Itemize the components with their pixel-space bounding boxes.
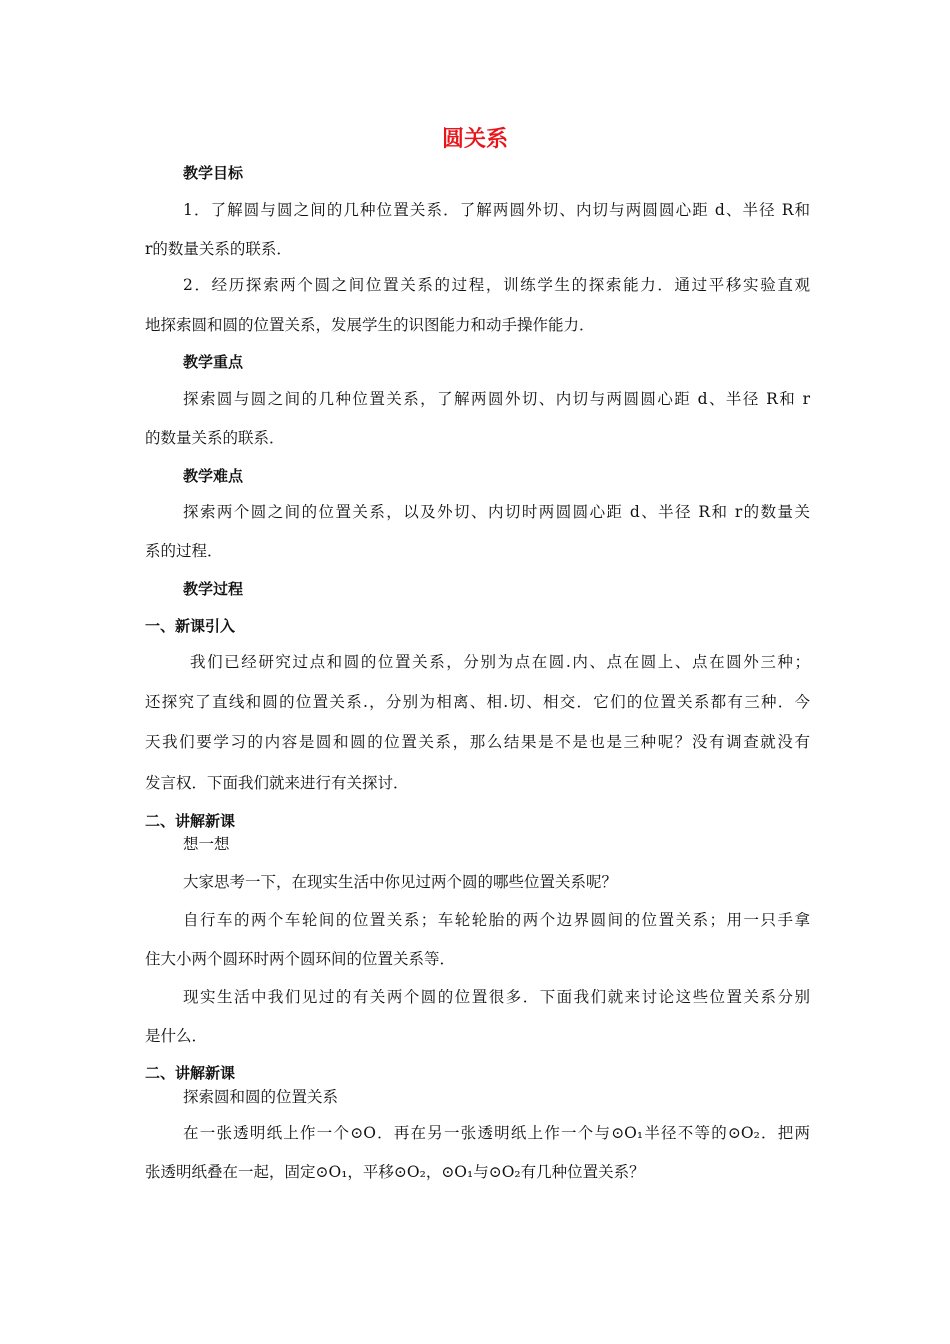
explore-line-2: 张透明纸叠在一起，固定⊙O₁，平移⊙O₂，⊙O₁与⊙O₂有几种位置关系？: [145, 1163, 645, 1181]
intro-line-3: 天我们要学习的内容是圆和圆的位置关系，那么结果是不是也是三种呢？没有调查就没有: [145, 733, 810, 751]
explore-line-1: 在一张透明纸上作一个⊙O．再在另一张透明纸上作一个与⊙O₁半径不等的⊙O₂．把两: [183, 1124, 810, 1142]
intro-line-2: 还探究了直线和圆的位置关系.，分别为相离、相.切、相交．它们的位置关系都有三种．今: [145, 693, 810, 711]
heading-teaching-process: 教学过程: [183, 580, 244, 598]
key-line-1: 探索圆与圆之间的几种位置关系，了解两圆外切、内切与两圆圆心距 d、半径 R和 r: [183, 390, 810, 408]
intro-line-4: 发言权．下面我们就来进行有关探讨．: [145, 774, 409, 792]
key-line-2: 的数量关系的联系．: [145, 429, 285, 447]
heading-difficulties: 教学难点: [183, 467, 244, 485]
difficulty-line-1: 探索两个圆之间的位置关系，以及外切、内切时两圆圆心距 d、半径 R和 r的数量关: [183, 503, 810, 521]
heading-teaching-goals: 教学目标: [183, 164, 244, 182]
section-2-heading: 二、讲解新课: [145, 812, 236, 830]
difficulty-line-2: 系的过程．: [145, 542, 223, 560]
think-label: 想一想: [183, 835, 230, 853]
answer-line-2: 住大小两个圆环时两个圆环间的位置关系等．: [145, 950, 456, 968]
explore-label: 探索圆和圆的位置关系: [183, 1088, 339, 1106]
goal-2-line-1: 2．经历探索两个圆之间位置关系的过程，训练学生的探索能力．通过平移实验直观: [183, 276, 810, 294]
section-3-heading: 二、讲解新课: [145, 1064, 236, 1082]
page-title: 圆关系: [441, 127, 508, 152]
remark-line-2: 是什么．: [145, 1027, 208, 1045]
goal-1-line-1: 1．了解圆与圆之间的几种位置关系．了解两圆外切、内切与两圆圆心距 d、半径 R和: [183, 201, 810, 219]
answer-line-1: 自行车的两个车轮间的位置关系；车轮轮胎的两个边界圆间的位置关系；用一只手拿: [183, 911, 810, 929]
goal-1-line-2: r的数量关系的联系．: [145, 240, 292, 258]
heading-key-points: 教学重点: [183, 353, 244, 371]
goal-2-line-2: 地探索圆和圆的位置关系，发展学生的识图能力和动手操作能力．: [145, 316, 595, 334]
remark-line-1: 现实生活中我们见过的有关两个圆的位置很多．下面我们就来讨论这些位置关系分别: [183, 988, 810, 1006]
intro-line-1: 我们已经研究过点和圆的位置关系，分别为点在圆.内、点在圆上、点在圆外三种；: [190, 653, 810, 671]
question-line: 大家思考一下，在现实生活中你见过两个圆的哪些位置关系呢？: [183, 873, 618, 891]
section-1-heading: 一、新课引入: [145, 617, 236, 635]
